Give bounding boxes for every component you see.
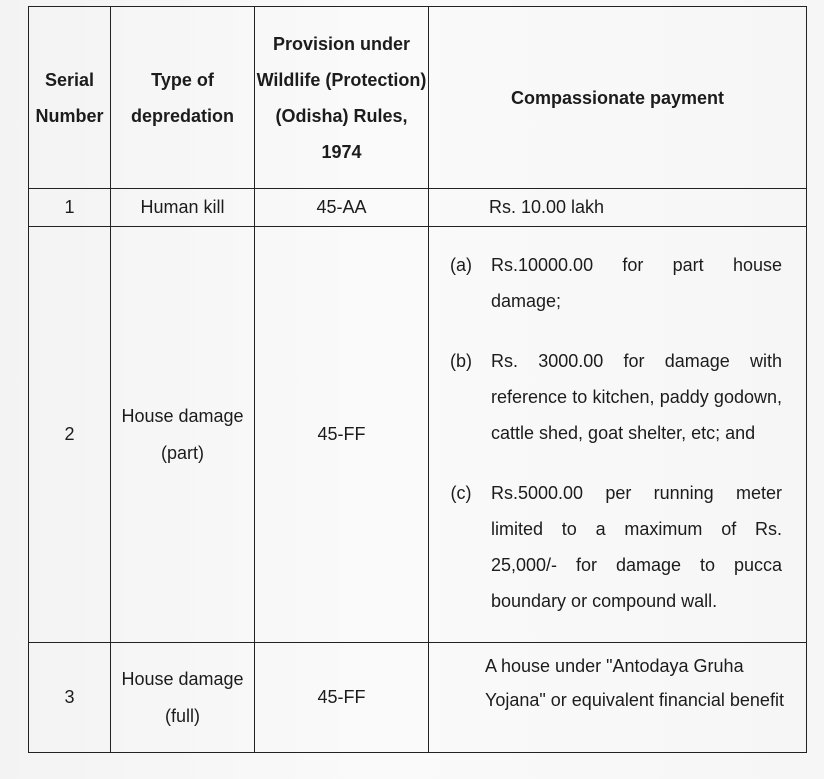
serial-cell: 2: [29, 227, 111, 643]
item-text: Rs.10000.00 for part house damage;: [491, 254, 782, 311]
header-type: Type of depredation: [111, 7, 255, 189]
payment-item: [429, 343, 782, 451]
provision-cell: 45-FF: [255, 643, 429, 753]
header-row: [29, 7, 807, 189]
header-provision: Provision under Wildlife (Protection) (Odisha) Rules, 1974: [255, 7, 429, 189]
payment-item: [429, 247, 782, 319]
serial-cell: 3: [29, 643, 111, 753]
table-row: [29, 227, 807, 643]
item-text: Rs. 3000.00 for damage with reference to kitchen, paddy godown, cattle shed, goat shelter, etc; and: [491, 350, 782, 443]
item-label: (c): [450, 482, 472, 503]
payment-cell: [429, 227, 807, 643]
table-row: [29, 189, 807, 227]
header-payment: Compassionate payment: [429, 7, 807, 189]
provision-cell: 45-FF: [255, 227, 429, 643]
header-serial: Serial Number: [29, 7, 111, 189]
payment-cell: A house under "Antodaya Gruha Yojana" or equivalent financial benefit: [429, 643, 807, 753]
item-label: (b): [450, 350, 472, 371]
type-cell: House damage (part): [111, 227, 255, 643]
item-text: Rs.5000.00 per running meter limited to a maximum of Rs. 25,000/- for damage to pucca boundary or compound wall.: [491, 482, 782, 611]
table-row: [29, 643, 807, 753]
payment-item: [429, 475, 782, 619]
serial-cell: 1: [29, 189, 111, 227]
payment-cell: Rs. 10.00 lakh: [429, 189, 807, 227]
provision-cell: 45-AA: [255, 189, 429, 227]
compensation-table: [28, 6, 807, 753]
item-label: (a): [450, 254, 472, 275]
type-cell: Human kill: [111, 189, 255, 227]
type-cell: House damage (full): [111, 643, 255, 753]
